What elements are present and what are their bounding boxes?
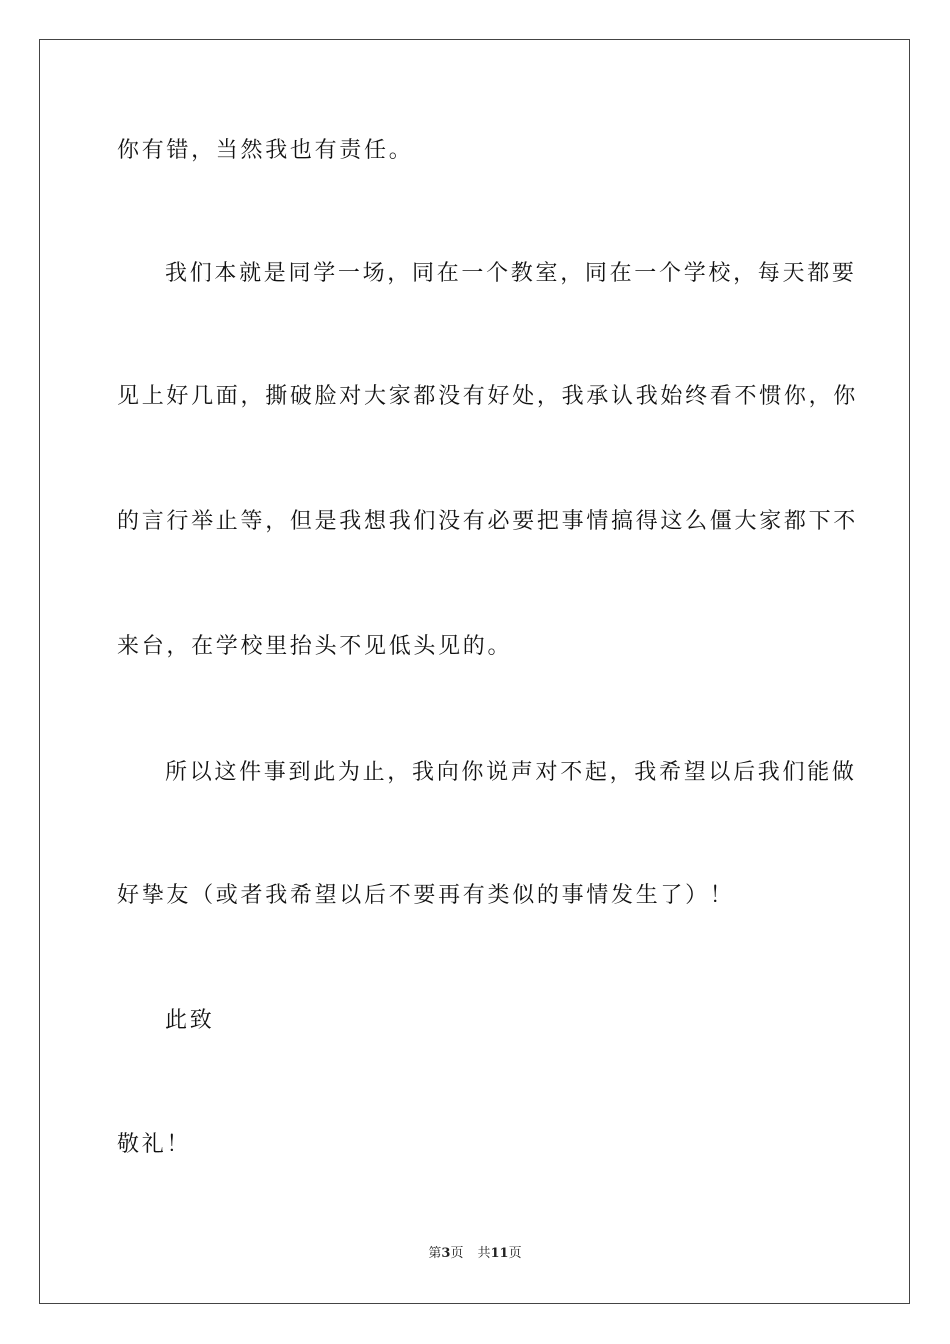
closing-regards: 敬礼！ — [117, 1132, 192, 1157]
closing-salutation: 此致 — [165, 1008, 215, 1033]
page-prefix: 第 — [428, 1246, 442, 1261]
total-suffix: 页 — [508, 1246, 522, 1261]
text-line-5: 来台，在学校里抬头不见低头见的。 — [117, 634, 513, 659]
text-line-7: 好挚友（或者我希望以后不要再有类似的事情发生了）！ — [117, 883, 735, 908]
page-number: 3 — [441, 1246, 451, 1261]
page-suffix: 页 — [450, 1246, 464, 1261]
page-border — [39, 39, 910, 1304]
text-line-2: 我们本就是同学一场，同在一个教室，同在一个学校，每天都要 — [165, 261, 857, 286]
text-line-1: 你有错，当然我也有责任。 — [117, 138, 414, 163]
total-prefix: 共 — [477, 1246, 491, 1261]
total-pages: 11 — [490, 1246, 509, 1261]
text-line-6: 所以这件事到此为止，我向你说声对不起，我希望以后我们能做 — [165, 760, 857, 785]
text-line-3: 见上好几面，撕破脸对大家都没有好处，我承认我始终看不惯你，你 — [117, 384, 859, 409]
text-line-4: 的言行举止等，但是我想我们没有必要把事情搞得这么僵大家都下不 — [117, 509, 859, 534]
page-footer — [0, 1244, 950, 1264]
